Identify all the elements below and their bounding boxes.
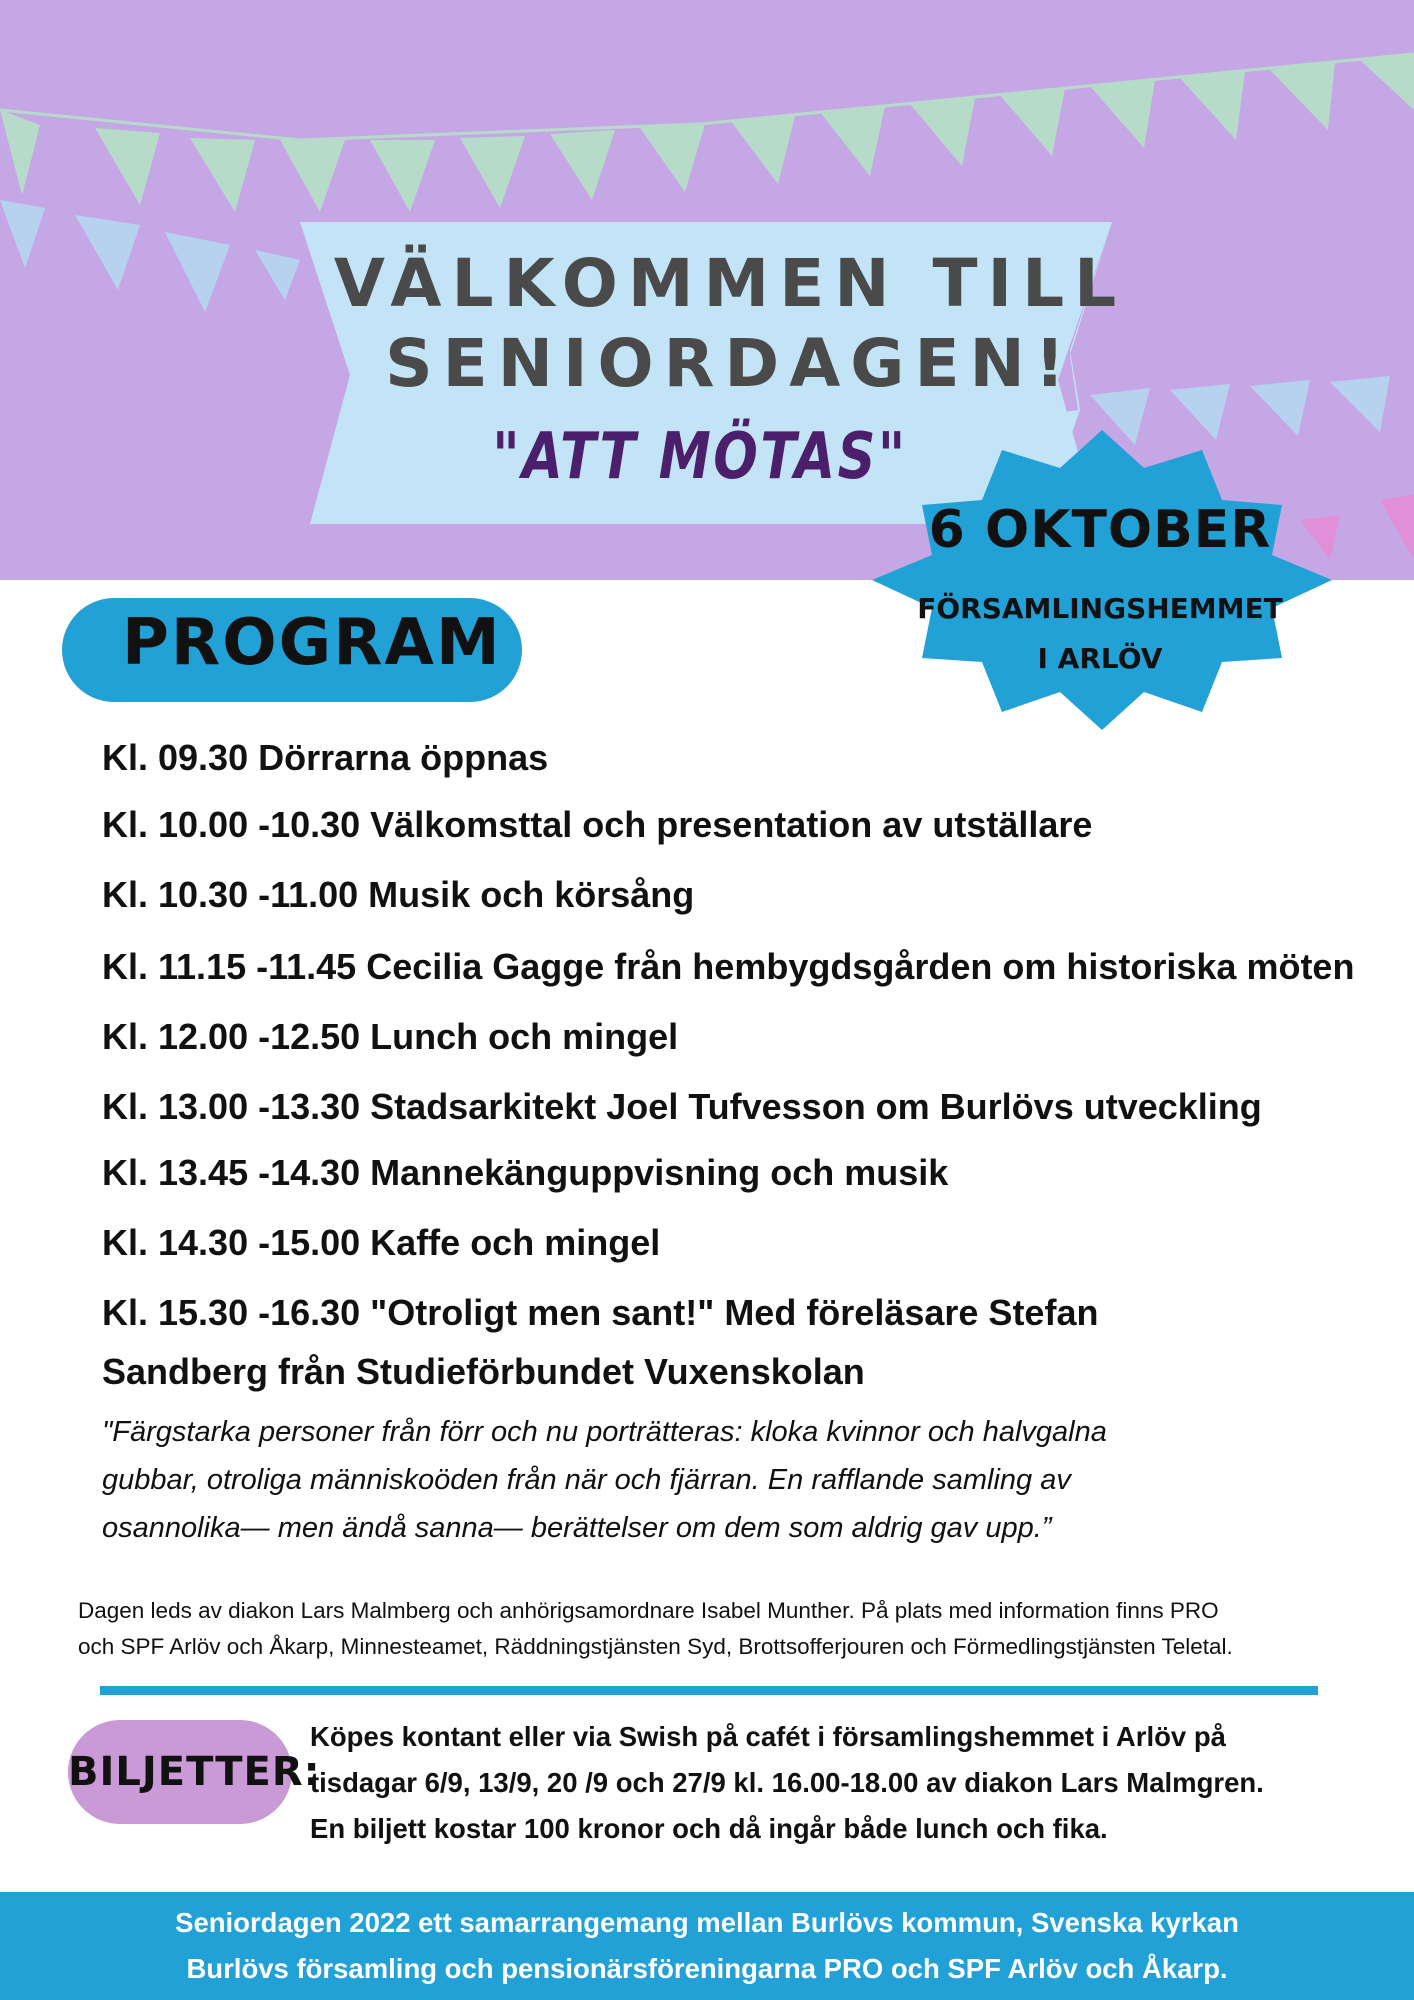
event-venue	[880, 584, 1320, 684]
program-item: Kl. 14.30 -15.00 Kaffe och mingel	[102, 1222, 661, 1263]
info-line: Dagen leds av diakon Lars Malmberg och anhörigsamordnare Isabel Munther. På plats med information finns PRO	[78, 1598, 1219, 1623]
footer-line: Burlövs församling och pensionärsföreningarna PRO och SPF Arlöv och Åkarp.	[186, 1953, 1228, 1984]
tickets-line: En biljett kostar 100 kronor och då ingår både lunch och fika.	[310, 1813, 1108, 1844]
tickets-heading: BILJETTER:	[68, 1749, 321, 1795]
program-item: Kl. 13.45 -14.30 Mannekänguppvisning och musik	[102, 1152, 949, 1193]
info-line: och SPF Arlöv och Åkarp, Minnesteamet, Räddningstjänsten Syd, Brottsofferjouren och Förmedlingstjänsten Teletal.	[78, 1634, 1233, 1659]
footer-text	[0, 1900, 1414, 1992]
tickets-line: Köpes kontant eller via Swish på cafét i församlingshemmet i Arlöv på	[310, 1721, 1226, 1752]
footer-line: Seniordagen 2022 ett samarrangemang mellan Burlövs kommun, Svenska kyrkan	[175, 1907, 1239, 1938]
program-item: Kl. 10.00 -10.30 Välkomsttal och presentation av utställare	[102, 804, 1093, 845]
program-item: Sandberg från Studieförbundet Vuxenskolan	[102, 1351, 865, 1392]
quote-line: osannolika— men ändå sanna— berättelser om dem som aldrig gav upp.”	[102, 1512, 1052, 1544]
divider	[100, 1686, 1318, 1695]
quote-line: gubbar, otroliga människoöden från när och fjärran. En rafflande samling av	[102, 1464, 1071, 1496]
title-line-2: SENIORDAGEN!	[385, 325, 1075, 402]
program-item: Kl. 13.00 -13.30 Stadsarkitekt Joel Tufvesson om Burlövs utveckling	[102, 1086, 1262, 1127]
host-info	[78, 1593, 1368, 1665]
event-subtitle: "ATT MÖTAS"	[492, 420, 908, 494]
venue-line-1: FÖRSAMLINGSHEMMET	[917, 592, 1283, 625]
program-item: Kl. 11.15 -11.45 Cecilia Gagge från hembygdsgården om historiska möten	[102, 946, 1355, 987]
program-item: Kl. 10.30 -11.00 Musik och körsång	[102, 874, 695, 915]
lecture-quote	[102, 1408, 1252, 1552]
venue-line-2: I ARLÖV	[1037, 642, 1163, 675]
program-heading: PROGRAM	[122, 606, 502, 680]
event-date: 6 OKTOBER	[928, 500, 1272, 560]
program-item: Kl. 12.00 -12.50 Lunch och mingel	[102, 1016, 679, 1057]
tickets-info	[310, 1714, 1400, 1852]
program-item: Kl. 15.30 -16.30 "Otroligt men sant!" Med föreläsare Stefan	[102, 1292, 1099, 1333]
date-badge	[872, 430, 1332, 730]
tickets-line: tisdagar 6/9, 13/9, 20 /9 och 27/9 kl. 16.00-18.00 av diakon Lars Malmgren.	[310, 1767, 1264, 1798]
quote-line: "Färgstarka personer från förr och nu porträtteras: kloka kvinnor och halvgalna	[102, 1416, 1107, 1448]
title-line-1: VÄLKOMMEN TILL	[333, 245, 1127, 322]
program-item: Kl. 09.30 Dörrarna öppnas	[102, 737, 549, 778]
